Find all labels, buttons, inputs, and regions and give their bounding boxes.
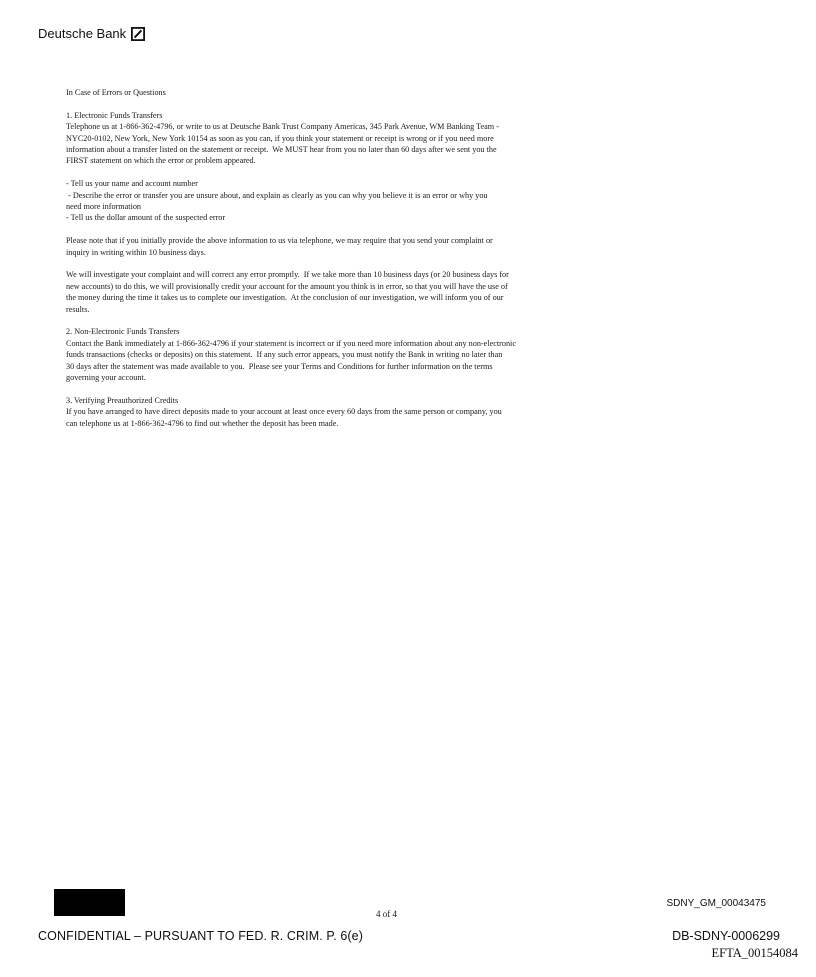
paragraph-line: can telephone us at 1-866-362-4796 to find out whether the deposit has been made. [66, 418, 339, 428]
paragraph-line: funds transactions (checks or deposits) on this statement. If any such error appears, you must notify the Bank in writing no later than [66, 350, 503, 360]
bates-number-sdny: SDNY_GM_00043475 [666, 898, 766, 909]
section-electronic-transfers [66, 110, 646, 167]
deutsche-bank-slash-square-logo-icon [131, 27, 145, 41]
list-item: - Tell us the dollar amount of the suspected error [66, 213, 226, 223]
page-number: 4 of 4 [376, 909, 397, 919]
paragraph-line: If you have arranged to have direct deposits made to your account at least once every 60 days from the same person or company, you [66, 407, 502, 417]
section-heading: 1. Electronic Funds Transfers [66, 110, 163, 120]
paragraph-line: Contact the Bank immediately at 1-866-362-4796 if your statement is incorrect or if you need more information about any non-electronic [66, 338, 516, 348]
paragraph-line: FIRST statement on which the error or problem appeared. [66, 156, 256, 166]
section-non-electronic-transfers [66, 326, 646, 383]
paragraph-line: Please note that if you initially provide the above information to us via telephone, we may require that you send your complaint or [66, 236, 493, 246]
section-preauthorized-credits [66, 395, 646, 429]
deutsche-bank-logo [38, 26, 145, 41]
list-item: - Tell us your name and account number [66, 179, 198, 189]
paragraph-line: the money during the time it takes us to complete our investigation. At the conclusion of our investigation, we will inform you of our [66, 293, 504, 303]
confidentiality-notice: CONFIDENTIAL – PURSUANT TO FED. R. CRIM. P. 6(e) [38, 929, 363, 943]
redaction-box [54, 889, 125, 916]
paragraph-line: new accounts) to do this, we will provisionally credit your account for the amount you think is in error, so that you will have the use of [66, 281, 508, 291]
paragraph-line: inquiry in writing within 10 business days. [66, 247, 206, 257]
section-heading: 2. Non-Electronic Funds Transfers [66, 327, 180, 337]
document-title: In Case of Errors or Questions [66, 88, 166, 97]
paragraph-line: We will investigate your complaint and will correct any error promptly. If we take more than 10 business days (or 20 business days for [66, 270, 509, 280]
paragraph-line: information about a transfer listed on the statement or receipt. We MUST hear from you no later than 60 days after we sent you the [66, 145, 497, 155]
section-heading: 3. Verifying Preauthorized Credits [66, 395, 179, 405]
list-item: need more information [66, 202, 142, 212]
list-item: - Describe the error or transfer you are unsure about, and explain as clearly as you can why you believe it is an error or why you [66, 190, 488, 200]
paragraph-line: 30 days after the statement was made available to you. Please see your Terms and Conditions for further information on the terms [66, 361, 493, 371]
paragraph-line: NYC20-0102, New York, New York 10154 as soon as you can, if you think your statement or receipt is wrong or if you need more [66, 133, 494, 143]
bates-number-db: DB-SDNY-0006299 [672, 929, 780, 943]
paragraph-line: Telephone us at 1-866-362-4796, or write to us at Deutsche Bank Trust Company Americas, 345 Park Avenue, WM Banking Team - [66, 122, 499, 132]
document-body [66, 87, 646, 440]
investigation-paragraph [66, 269, 646, 315]
paragraph-line: results. [66, 304, 90, 314]
bates-number-efta: EFTA_00154084 [711, 946, 798, 960]
telephone-note [66, 235, 646, 258]
brand-name: Deutsche Bank [38, 26, 127, 41]
instructions-list [66, 178, 646, 224]
paragraph-line: governing your account. [66, 373, 146, 383]
